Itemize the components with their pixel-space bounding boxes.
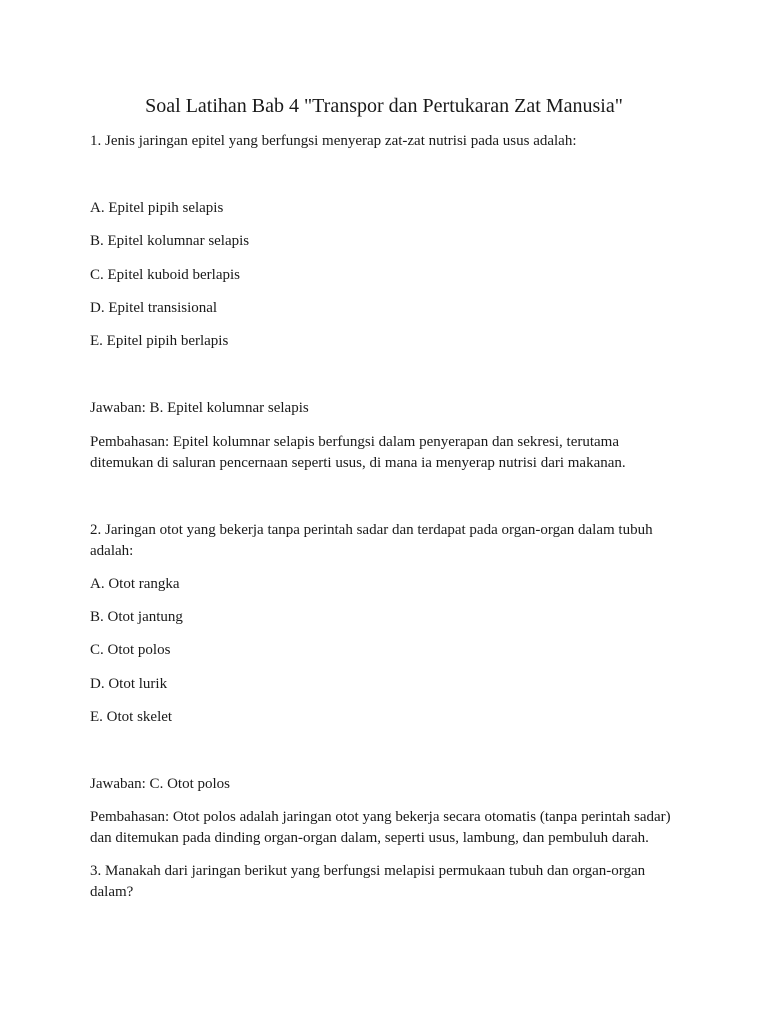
question-1-answer: Jawaban: B. Epitel kolumnar selapis: [90, 400, 309, 416]
question-1-explanation: Pembahasan: Epitel kolumnar selapis berfungsi dalam penyerapan dan sekresi, terutama ditemukan di saluran pencernaan seperti usus, di mana ia menyerap nutrisi dari makanan.: [90, 434, 626, 471]
question-2-answer: Jawaban: C. Otot polos: [90, 776, 230, 792]
question-1-option-e: E. Epitel pipih berlapis: [90, 333, 229, 349]
question-2-option-d: D. Otot lurik: [90, 676, 168, 692]
question-2-option-c: C. Otot polos: [90, 642, 171, 658]
page-title: Soal Latihan Bab 4 "Transpor dan Pertukaran Zat Manusia": [145, 95, 623, 117]
question-2-option-b: B. Otot jantung: [90, 609, 183, 625]
question-2-text: 2. Jaringan otot yang bekerja tanpa perintah sadar dan terdapat pada organ-organ dalam tubuh adalah:: [90, 522, 653, 559]
question-1-option-d: D. Epitel transisional: [90, 300, 218, 316]
question-2-option-e: E. Otot skelet: [90, 709, 173, 725]
question-2-option-a: A. Otot rangka: [90, 576, 180, 592]
question-2-explanation: Pembahasan: Otot polos adalah jaringan otot yang bekerja secara otomatis (tanpa perintah sadar) dan ditemukan pada dinding organ-organ dalam, seperti usus, lambung, dan pembuluh darah.: [90, 809, 671, 846]
question-3-text: 3. Manakah dari jaringan berikut yang berfungsi melapisi permukaan tubuh dan organ-organ dalam?: [90, 863, 646, 900]
question-1-option-c: C. Epitel kuboid berlapis: [90, 267, 240, 283]
question-1-text: 1. Jenis jaringan epitel yang berfungsi menyerap zat-zat nutrisi pada usus adalah:: [90, 133, 577, 149]
question-1-option-b: B. Epitel kolumnar selapis: [90, 233, 250, 249]
question-1-option-a: A. Epitel pipih selapis: [90, 200, 224, 216]
